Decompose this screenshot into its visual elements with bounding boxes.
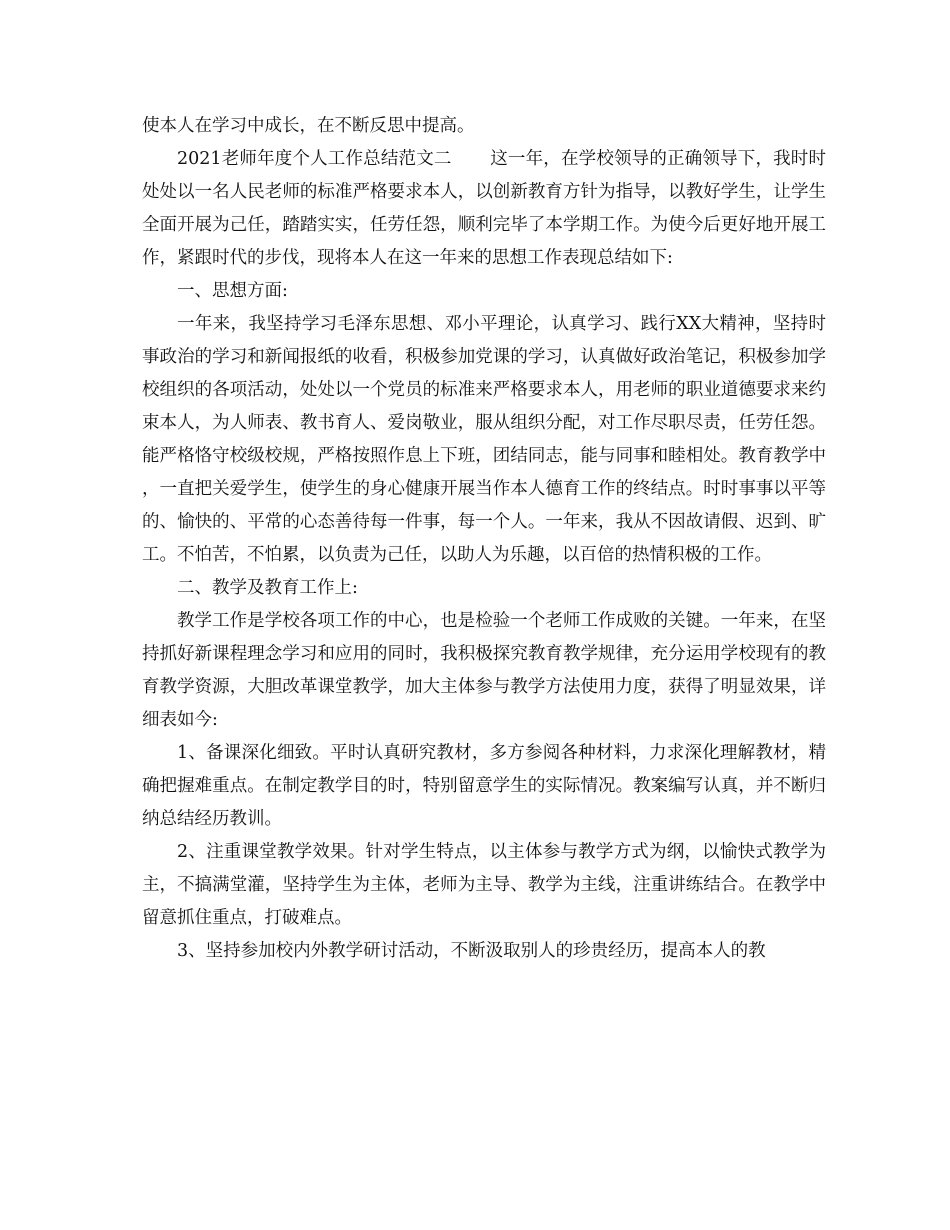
paragraph-item-1: 1、备课深化细致。平时认真研究教材，多方参阅各种材料，力求深化理解教材，精确把握难重点。在制定教学目的时，特别留意学生的实际情况。教案编写认真，并不断归纳总结经历教训。 [142,743,826,829]
section-heading: 2021老师年度个人工作总结范文二 [177,149,452,169]
paragraph-item-3: 3、坚持参加校内外教学研讨活动，不断汲取别人的珍贵经历，提高本人的教 [177,941,766,961]
paragraph-item-2: 2、注重课堂教学效果。针对学生特点，以主体参与教学方式为纲，以愉快式教学为主，不搞满堂灌，坚持学生为主体，老师为主导、教学为主线，注重讲练结合。在教学中留意抓住重点，打破难点。 [142,842,826,928]
paragraph-section-two-intro [142,143,826,275]
paragraph-continuation: 使本人在学习中成长，在不断反思中提高。 [142,116,475,136]
document-page [142,110,826,968]
heading-teaching: 二、教学及教育工作上: [177,578,358,598]
paragraph-thought: 一年来，我坚持学习毛泽东思想、邓小平理论，认真学习、践行XX大精神，坚持时事政治的学习和新闻报纸的收看，积极参加党课的学习，认真做好政治笔记，积极参加学校组织的各项活动，处处以一个党员的标准来严格要求本人，用老师的职业道德要求来约束本人，为人师表、教书育人、爱岗敬业，服从组织分配，对工作尽职尽责，任劳任怨。能严格恪守校级校规，严格按照作息上下班，团结同志，能与同事和睦相处。教育教学中，一直把关爱学生，使学生的身心健康开展当作本人德育工作的终结点。时时事事以平等的、愉快的、平常的心态善待每一件事，每一个人。一年来，我从不因故请假、迟到、旷工。不怕苦，不怕累，以负责为己任，以助人为乐趣，以百倍的热情积极的工作。 [142,314,826,565]
paragraph-teaching: 教学工作是学校各项工作的中心，也是检验一个老师工作成败的关键。一年来，在坚持抓好新课程理念学习和应用的同时，我积极探究教育教学规律，充分运用学校现有的教育教学资源，大胆改革课堂教学，加大主体参与教学方法使用力度，获得了明显效果，详细表如今: [142,611,826,730]
heading-thought: 一、思想方面: [177,281,288,301]
section-intro-text: 这一年，在学校领导的正确领导下，我时时处处以一名人民老师的标准严格要求本人，以创新教育方针为指导，以教好学生，让学生全面开展为己任，踏踏实实，任劳任怨，顺利完毕了本学期工作。为使今后更好地开展工作，紧跟时代的步伐，现将本人在这一年来的思想工作表现总结如下: [142,149,826,268]
